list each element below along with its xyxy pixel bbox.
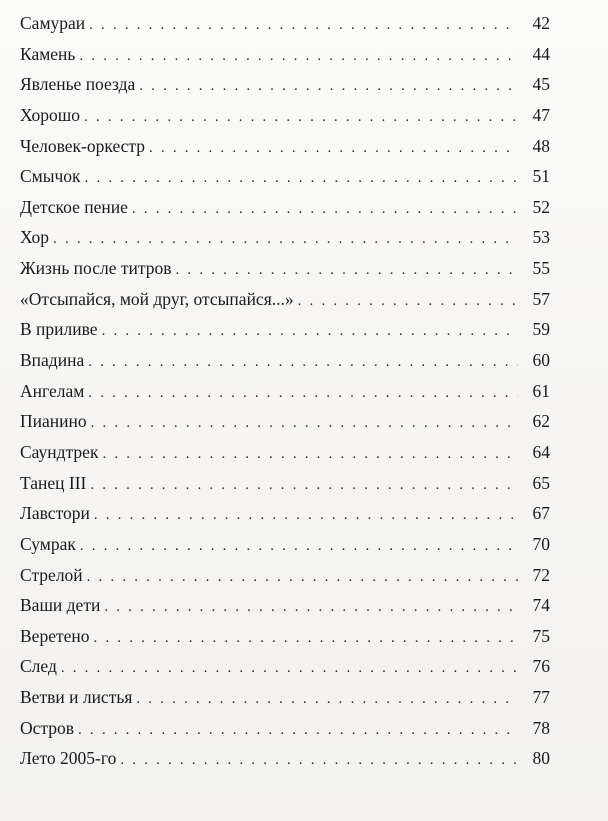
toc-entry-page-number: 48: [532, 135, 550, 156]
toc-entry-page-number: 59: [532, 319, 550, 340]
dot-leader: [102, 439, 518, 470]
toc-entry: [20, 39, 550, 70]
dot-leader: [94, 500, 518, 531]
dot-leader: [120, 745, 518, 776]
toc-entry-title: Хор: [20, 227, 50, 248]
dot-leader: [94, 623, 519, 654]
toc-entry-title: Сумрак: [20, 533, 76, 554]
table-of-contents: [20, 8, 550, 774]
dot-leader: [298, 286, 518, 317]
toc-entry: [20, 284, 550, 315]
dot-leader: [90, 470, 518, 501]
toc-entry-page-number: 52: [532, 196, 550, 217]
dot-leader: [132, 194, 518, 225]
toc-entry: [20, 529, 550, 560]
toc-entry: [20, 651, 550, 682]
toc-entry: [20, 253, 550, 284]
toc-entry-page-number: 51: [532, 166, 550, 187]
toc-entry-page-number: 64: [532, 441, 550, 462]
toc-entry-title: Лето 2005-го: [20, 748, 117, 769]
toc-entry: [20, 743, 550, 774]
toc-entry: [20, 713, 550, 744]
toc-entry-title: В приливе: [20, 319, 98, 340]
dot-leader: [136, 684, 518, 715]
toc-entry: [20, 161, 550, 192]
toc-entry: [20, 222, 550, 253]
dot-leader: [88, 378, 518, 409]
toc-entry-title: Смычок: [20, 166, 81, 187]
toc-entry: [20, 621, 550, 652]
dot-leader: [89, 10, 518, 41]
toc-entry-title: Впадина: [20, 350, 85, 371]
dot-leader: [53, 224, 518, 255]
toc-entry: [20, 192, 550, 223]
toc-entry-page-number: 60: [532, 350, 550, 371]
toc-entry-title: Ангелам: [20, 380, 85, 401]
toc-entry-page-number: 53: [532, 227, 550, 248]
toc-entry-page-number: 44: [532, 43, 550, 64]
dot-leader: [91, 408, 518, 439]
dot-leader: [61, 653, 518, 684]
toc-entry-title: Человек-оркестр: [20, 135, 146, 156]
toc-entry-page-number: 76: [532, 656, 550, 677]
dot-leader: [85, 163, 518, 194]
dot-leader: [149, 133, 518, 164]
dot-leader: [176, 255, 518, 286]
toc-entry: [20, 8, 550, 39]
toc-entry-page-number: 65: [532, 472, 550, 493]
toc-entry-title: Пианино: [20, 411, 87, 432]
toc-entry: [20, 131, 550, 162]
dot-leader: [87, 562, 518, 593]
toc-entry-page-number: 74: [532, 595, 550, 616]
toc-entry-page-number: 55: [532, 258, 550, 279]
toc-entry-title: Саундтрек: [20, 441, 99, 462]
dot-leader: [102, 316, 518, 347]
toc-entry-page-number: 47: [532, 104, 550, 125]
toc-entry-title: Остров: [20, 717, 75, 738]
toc-entry-page-number: 42: [532, 13, 550, 33]
toc-entry-page-number: 61: [532, 380, 550, 401]
dot-leader: [88, 347, 518, 378]
toc-entry-title: Явленье поезда: [20, 74, 136, 95]
dot-leader: [80, 531, 518, 562]
toc-entry-title: Стрелой: [20, 564, 83, 585]
toc-entry-title: Детское пение: [20, 196, 128, 217]
toc-entry: [20, 69, 550, 100]
toc-entry-title: Ваши дети: [20, 595, 101, 616]
dot-leader: [139, 71, 518, 102]
toc-entry-title: Самураи: [20, 13, 86, 33]
toc-entry: [20, 406, 550, 437]
toc-entry: [20, 437, 550, 468]
toc-entry-title: Танец III: [20, 472, 87, 493]
toc-entry-page-number: 57: [532, 288, 550, 309]
toc-entry-page-number: 45: [532, 74, 550, 95]
toc-entry: [20, 560, 550, 591]
toc-entry-page-number: 62: [532, 411, 550, 432]
dot-leader: [104, 592, 518, 623]
toc-entry: [20, 468, 550, 499]
toc-entry-page-number: 70: [532, 533, 550, 554]
toc-entry: [20, 590, 550, 621]
toc-entry: [20, 682, 550, 713]
toc-entry: [20, 100, 550, 131]
toc-entry: [20, 498, 550, 529]
toc-entry: [20, 345, 550, 376]
toc-entry-title: Веретено: [20, 625, 90, 646]
dot-leader: [79, 41, 518, 72]
toc-entry: [20, 314, 550, 345]
toc-entry-title: Камень: [20, 43, 76, 64]
dot-leader: [78, 715, 518, 746]
toc-entry-title: Жизнь после титров: [20, 258, 172, 279]
toc-entry-page-number: 67: [532, 503, 550, 524]
toc-entry-title: «Отсыпайся, мой друг, отсыпайся...»: [20, 288, 294, 309]
toc-entry: [20, 376, 550, 407]
toc-entry-title: Ветви и листья: [20, 687, 133, 708]
toc-entry-title: Лавстори: [20, 503, 90, 524]
toc-entry-title: След: [20, 656, 57, 677]
dot-leader: [84, 102, 518, 133]
toc-entry-page-number: 80: [532, 748, 550, 769]
toc-entry-page-number: 72: [532, 564, 550, 585]
toc-entry-page-number: 77: [532, 687, 550, 708]
toc-entry-title: Хорошо: [20, 104, 81, 125]
toc-entry-page-number: 75: [532, 625, 550, 646]
toc-entry-page-number: 78: [532, 717, 550, 738]
